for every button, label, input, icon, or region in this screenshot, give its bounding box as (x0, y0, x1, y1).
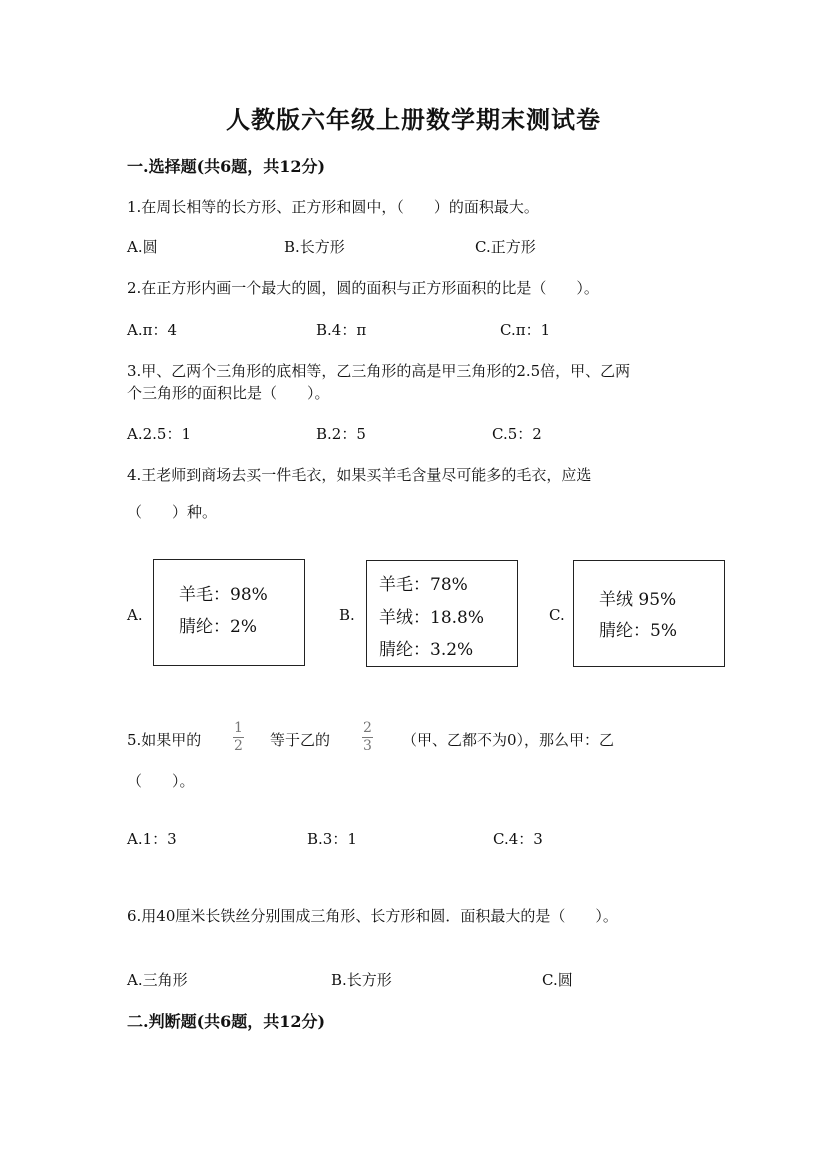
question-4-stem-line2: （ ）种。 (127, 503, 218, 521)
question-5-stem-part3: （甲、乙都不为0），那么甲：乙 (402, 731, 615, 749)
question-3-option-b: B.2：5 (316, 425, 366, 443)
question-6-option-b: B.长方形 (331, 971, 392, 989)
section-heading-judgement: 二.判断题(共6题，共12分) (127, 1012, 326, 1031)
fraction-2-numerator: 2 (363, 720, 372, 736)
question-4-option-b: B. (339, 606, 355, 624)
question-4-stem-line1: 4.王老师到商场去买一件毛衣，如果买羊毛含量尽可能多的毛衣，应选 (127, 466, 592, 484)
label-box-b-line3: 腈纶：3.2% (379, 640, 474, 660)
question-5-option-b: B.3：1 (307, 830, 357, 848)
section-heading-choice: 一.选择题(共6题，共12分) (127, 157, 326, 176)
question-5-stem-line2: （ ）。 (127, 772, 195, 790)
question-5-option-c: C.4：3 (493, 830, 543, 848)
fraction-two-thirds (362, 721, 373, 754)
label-box-c-line1: 羊绒 95% (599, 590, 677, 610)
label-box-c-line2: 腈纶：5% (599, 621, 677, 641)
question-4-option-a: A. (127, 606, 143, 624)
question-3-option-a: A.2.5：1 (127, 425, 191, 443)
question-1-option-c: C.正方形 (475, 238, 536, 256)
fraction-one-half (233, 721, 244, 754)
label-box-a-line1: 羊毛：98% (179, 585, 268, 605)
question-5-stem-part1: 5.如果甲的 (127, 731, 202, 749)
question-6-option-c: C.圆 (542, 971, 573, 989)
label-box-b (366, 560, 518, 667)
fraction-1-numerator: 1 (234, 720, 243, 736)
question-3-stem-line1: 3.甲、乙两个三角形的底相等，乙三角形的高是甲三角形的2.5倍，甲、乙两 (127, 362, 631, 380)
question-1-option-a: A.圆 (127, 238, 158, 256)
label-box-a (153, 559, 305, 666)
question-3-stem-line2: 个三角形的面积比是（ ）。 (127, 384, 330, 402)
label-box-b-line2: 羊绒：18.8% (379, 608, 485, 628)
question-3-option-c: C.5：2 (492, 425, 542, 443)
question-5-stem-part2: 等于乙的 (270, 731, 331, 749)
question-2-option-a: A.π：4 (127, 321, 178, 339)
question-2-option-b: B.4：π (316, 321, 367, 339)
label-box-a-line2: 腈纶：2% (179, 617, 257, 637)
label-box-b-line1: 羊毛：78% (379, 575, 468, 595)
page-title: 人教版六年级上册数学期末测试卷 (226, 105, 601, 134)
fraction-1-denominator: 2 (234, 738, 243, 754)
question-6-stem: 6.用40厘米长铁丝分别围成三角形、长方形和圆．面积最大的是（ ）。 (127, 907, 618, 925)
question-2-option-c: C.π：1 (500, 321, 551, 339)
fraction-2-denominator: 3 (363, 738, 372, 754)
label-box-c (573, 560, 725, 667)
question-1-option-b: B.长方形 (284, 238, 345, 256)
question-6-option-a: A.三角形 (127, 971, 188, 989)
question-5-option-a: A.1：3 (127, 830, 177, 848)
question-4-option-c: C. (549, 606, 565, 624)
question-1-stem: 1.在周长相等的长方形、正方形和圆中，（ ）的面积最大。 (127, 198, 539, 216)
question-2-stem: 2.在正方形内画一个最大的圆，圆的面积与正方形面积的比是（ ）。 (127, 279, 599, 297)
